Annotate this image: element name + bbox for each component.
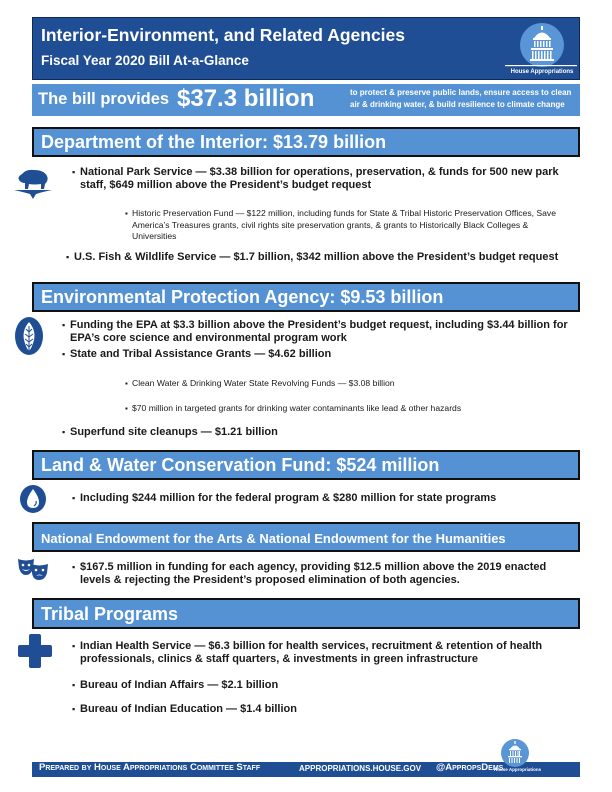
house-appropriations-logo: [503, 21, 579, 79]
list-item: ▪ $167.5 million in funding for each agency, providing $12.5 million above the 2019 enacted levels & rejecting the President’s proposed elimination of both agencies.: [80, 561, 560, 587]
list-subitem: ▪ $70 million in targeted grants for drinking water contaminants like lead & other hazards: [132, 403, 602, 415]
list-item: ▪ Bureau of Indian Education — $1.4 billion: [80, 703, 560, 716]
title-banner: [32, 17, 580, 80]
footer-prepared-by: Prepared by House Appropriations Committee Staff: [39, 762, 261, 773]
summary-description: to protect & preserve public lands, ensure access to clean air & drinking water, & build resilience to climate change: [350, 88, 572, 109]
footer-capitol-logo-icon: [500, 738, 530, 773]
list-item: ▪ Superfund site cleanups — $1.21 billion: [70, 426, 570, 439]
footer-twitter-handle[interactable]: @AppropsDems: [436, 762, 504, 773]
section-header-arts: [32, 522, 580, 552]
list-item: ▪ Bureau of Indian Affairs — $2.1 billion: [80, 679, 560, 692]
theater-masks-icon: [18, 558, 48, 585]
list-item: ▪ National Park Service — $3.38 billion for operations, preservation, & funds for 500 new park staff, $649 million above the President’s budget request: [80, 166, 585, 192]
summary-banner: [32, 84, 580, 116]
section-header-epa: [32, 282, 580, 312]
logo-text: House Appropriations: [510, 69, 574, 75]
leaf-icon: [15, 316, 43, 361]
section-title: National Endowment for the Arts & National Endowment for the Humanities: [41, 531, 506, 546]
list-item: ▪ State and Tribal Assistance Grants — $4.62 billion: [70, 348, 570, 361]
section-title: Department of the Interior: $13.79 billion: [41, 132, 387, 152]
summary-lead: The bill provides: [38, 90, 170, 108]
footer-bar: [32, 762, 580, 777]
summary-amount: $37.3 billion: [177, 85, 315, 112]
section-header-lwcf: [32, 450, 580, 480]
section-title: Tribal Programs: [41, 604, 179, 624]
bison-icon: [14, 168, 52, 205]
footer-website-link[interactable]: APPROPRIATIONS.HOUSE.GOV: [299, 764, 422, 773]
footer-logo-text: House Appropriations: [494, 767, 542, 772]
section-header-interior: [32, 127, 580, 157]
list-item: ▪ Indian Health Service — $6.3 billion for health services, recruitment & retention of health professionals, clinics & staff quarters, & investments in green infrastructure: [80, 640, 560, 666]
page-title: Interior-Environment, and Related Agencies: [41, 25, 406, 45]
list-subitem: ▪ Clean Water & Drinking Water State Revolving Funds — $3.08 billion: [132, 378, 582, 390]
section-title: Environmental Protection Agency: $9.53 billion: [41, 287, 444, 307]
list-item: ▪ U.S. Fish & Wildlife Service — $1.7 billion, $342 million above the President’s budget request: [74, 251, 594, 264]
list-item: ▪ Funding the EPA at $3.3 billion above the President’s budget request, including $3.44 billion for EPA’s core science and environmental program work: [70, 319, 600, 345]
section-title: Land & Water Conservation Fund: $524 million: [41, 455, 440, 475]
page-subtitle: Fiscal Year 2020 Bill At-a-Glance: [41, 53, 249, 68]
section-header-tribal: [32, 598, 580, 629]
water-drop-icon: [20, 485, 46, 518]
medical-cross-icon: [18, 634, 52, 673]
list-subitem: ▪ Historic Preservation Fund — $122 million, including funds for State & Tribal Historic Preservation Offices, Save America’s Treasures grants, civil rights site preservation grants, & grants to Historically Black Colleges & Universities: [132, 208, 562, 243]
list-item: ▪ Including $244 million for the federal program & $280 million for state programs: [80, 492, 590, 505]
